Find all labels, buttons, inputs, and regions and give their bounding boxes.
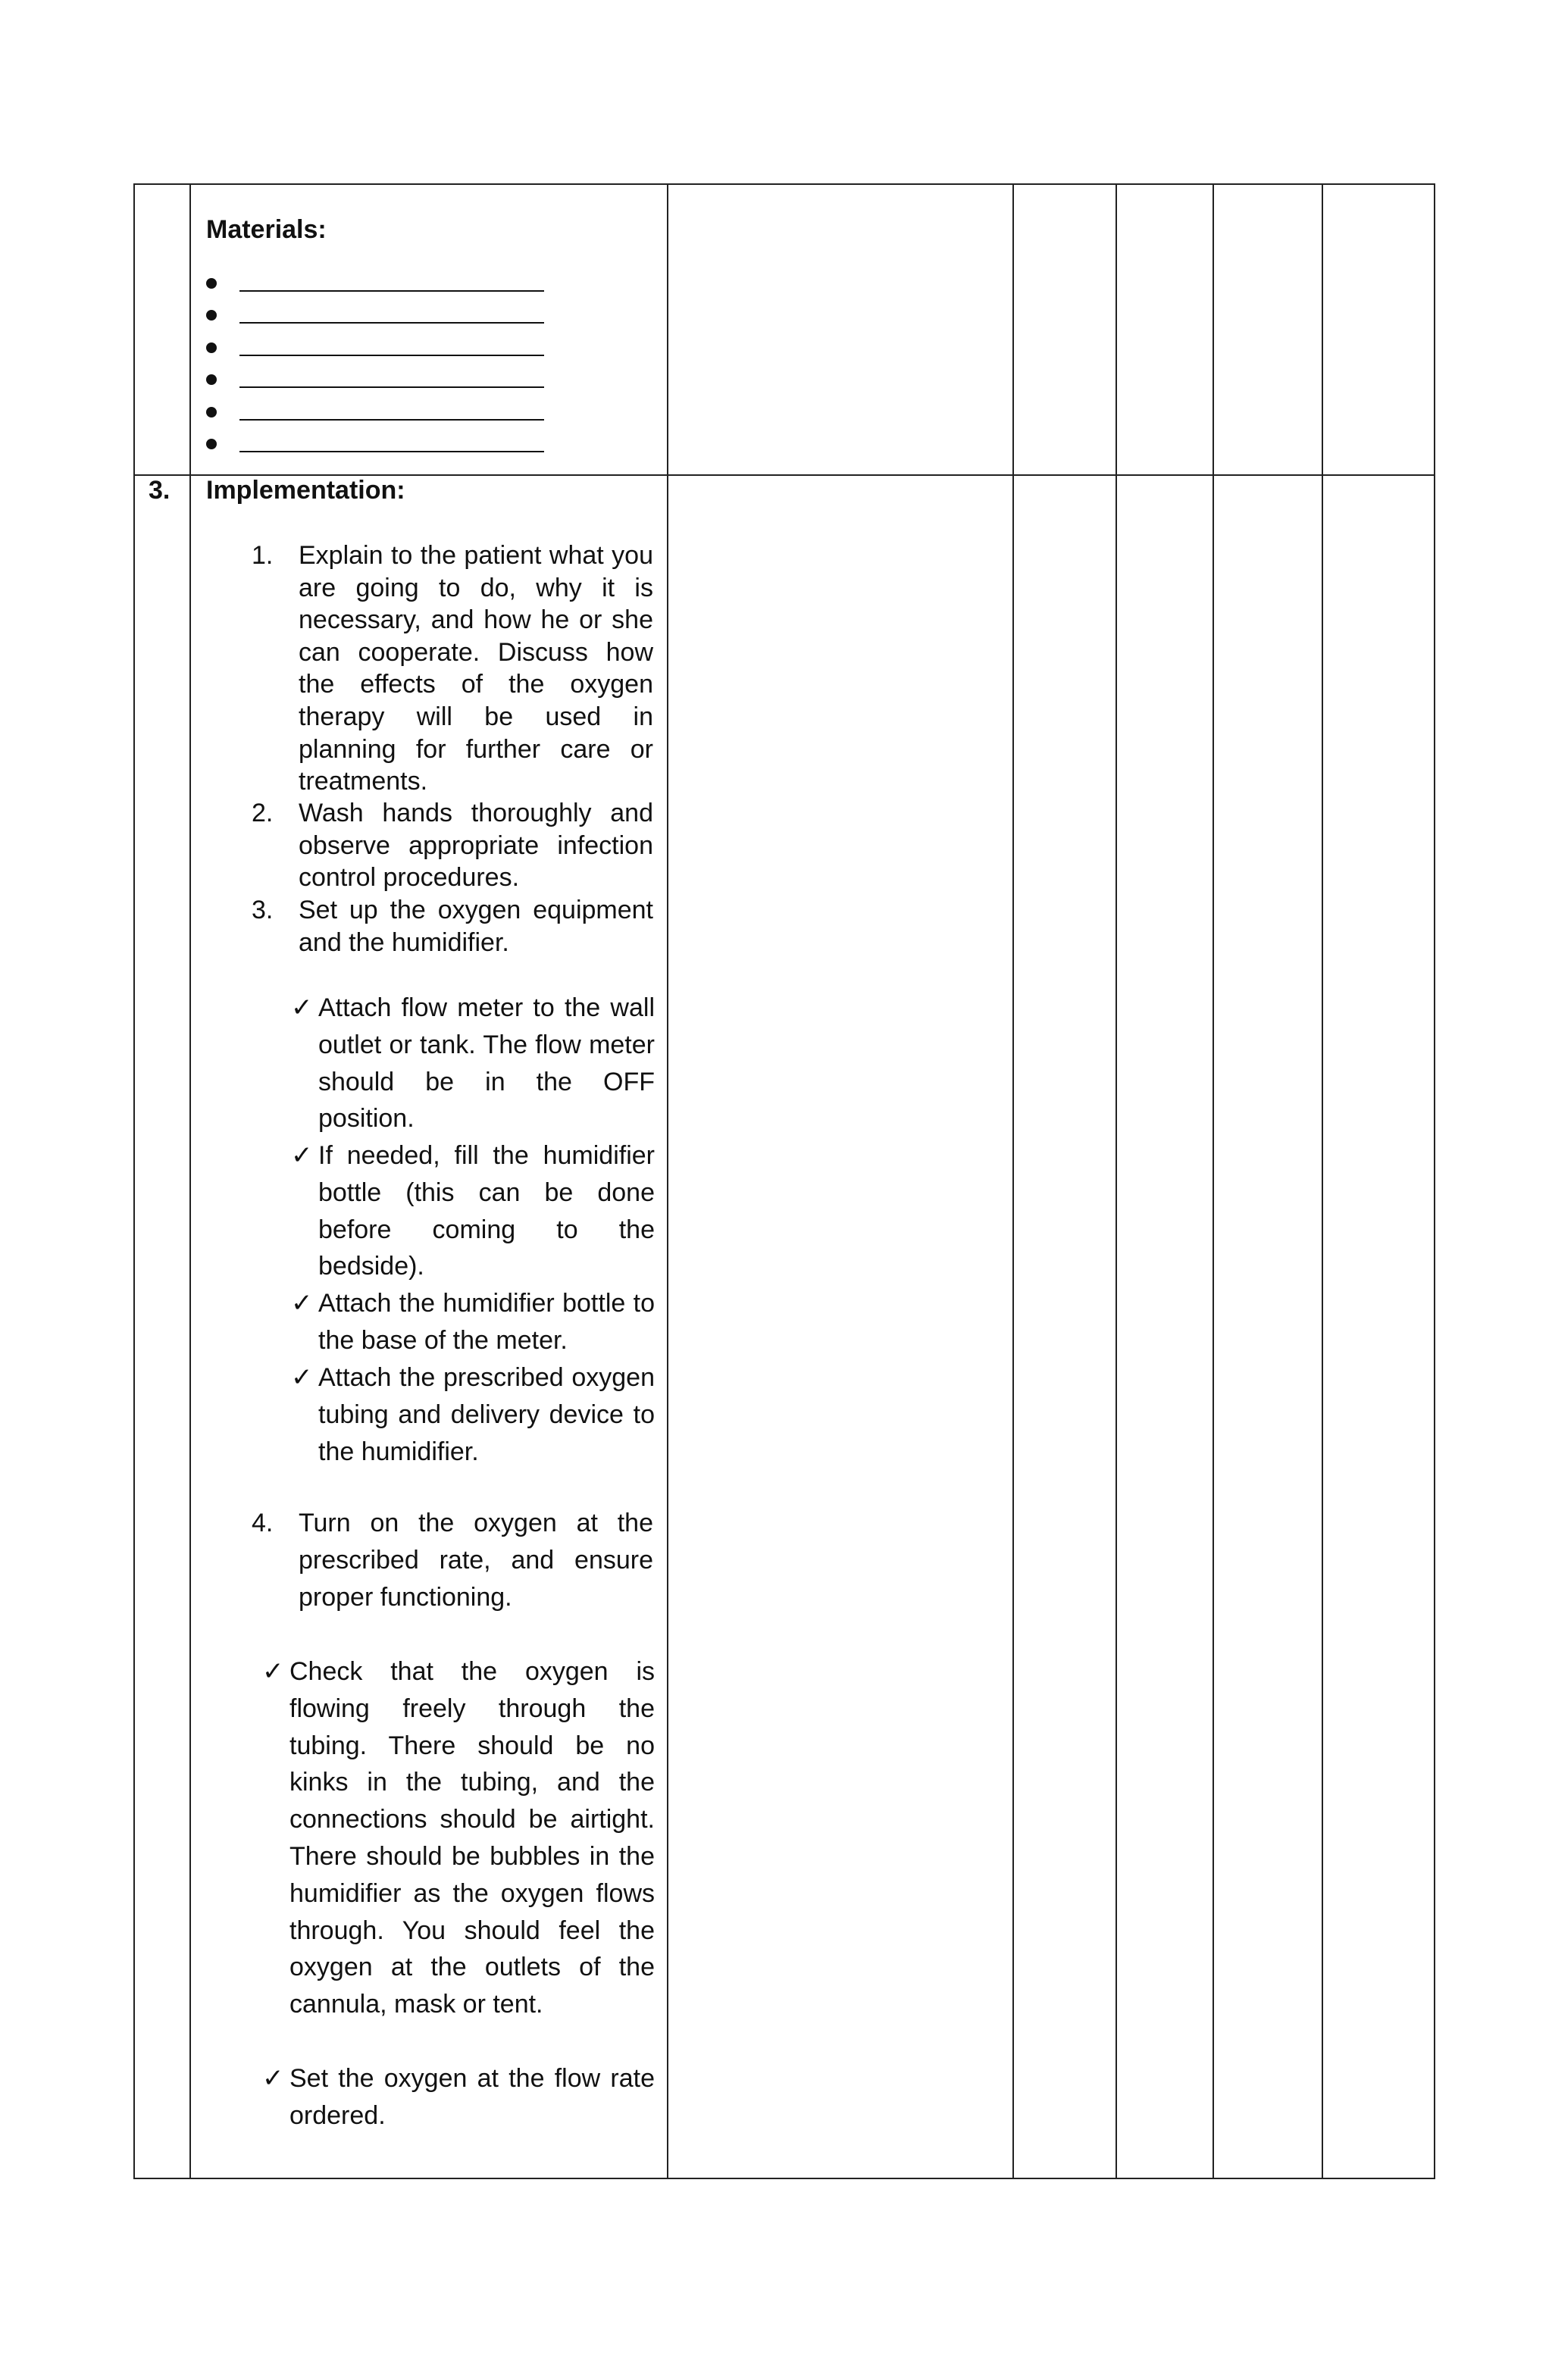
bullet-icon	[206, 342, 217, 353]
list-item	[206, 264, 544, 296]
blank-field[interactable]	[239, 419, 544, 421]
bullet-icon	[206, 310, 217, 321]
checkmark-icon: ✓	[262, 1657, 284, 1686]
column-divider	[1116, 183, 1117, 2179]
column-divider	[1012, 183, 1014, 2179]
list-item	[206, 361, 544, 393]
list-item	[206, 328, 544, 361]
bullet-icon	[206, 407, 217, 418]
check-text: Set the oxygen at the flow rate ordered.	[289, 2064, 655, 2130]
materials-list	[206, 264, 544, 457]
check-text: Attach flow meter to the wall outlet or tank. The flow meter should be in the OFF position.	[318, 993, 655, 1134]
column-divider	[1322, 183, 1323, 2179]
checkmark-icon: ✓	[262, 2064, 284, 2093]
check-text: If needed, fill the humidifier bottle (this can be done before coming to the bedside).	[318, 1141, 655, 1281]
step-number: 3.	[252, 896, 274, 924]
step-text: Turn on the oxygen at the prescribed rate, and ensure proper functioning.	[299, 1509, 653, 1612]
checkmark-icon: ✓	[291, 1289, 313, 1318]
row-number: 3.	[149, 476, 171, 505]
blank-field[interactable]	[239, 386, 544, 388]
step-text: Explain to the patient what you are going to do, why it is necessary, and how he or she can cooperate. Discuss how the effects of the oxygen therapy will be used in planning for further care or treatments.	[299, 541, 653, 796]
list-item	[206, 425, 544, 458]
check-text: Attach the humidifier bottle to the base of the meter.	[318, 1289, 655, 1355]
list-item	[206, 392, 544, 425]
bullet-icon	[206, 439, 217, 449]
step-number: 4.	[252, 1509, 274, 1537]
list-item	[206, 296, 544, 329]
materials-heading: Materials:	[206, 215, 327, 244]
blank-field[interactable]	[239, 322, 544, 324]
checkmark-icon: ✓	[291, 1363, 313, 1392]
blank-field[interactable]	[239, 290, 544, 292]
step-text: Set up the oxygen equipment and the humidifier.	[299, 896, 653, 957]
column-divider	[667, 183, 668, 2179]
check-text: Check that the oxygen is flowing freely through the tubing. There should be no kinks in the tubing, and the connections should be airtight. There should be bubbles in the humidifier as the oxygen flows through. You should feel the oxygen at the outlets of the cannula, mask or tent.	[289, 1657, 655, 2019]
blank-field[interactable]	[239, 355, 544, 356]
bullet-icon	[206, 278, 217, 289]
implementation-heading: Implementation:	[206, 476, 405, 505]
step-number: 1.	[252, 541, 274, 570]
step-number: 2.	[252, 799, 274, 827]
check-text: Attach the prescribed oxygen tubing and delivery device to the humidifier.	[318, 1363, 655, 1466]
column-divider	[1212, 183, 1214, 2179]
blank-field[interactable]	[239, 451, 544, 452]
checkmark-icon: ✓	[291, 993, 313, 1022]
checkmark-icon: ✓	[291, 1141, 313, 1170]
column-divider	[189, 183, 191, 2179]
bullet-icon	[206, 374, 217, 385]
step-text: Wash hands thoroughly and observe appropriate infection control procedures.	[299, 799, 653, 893]
